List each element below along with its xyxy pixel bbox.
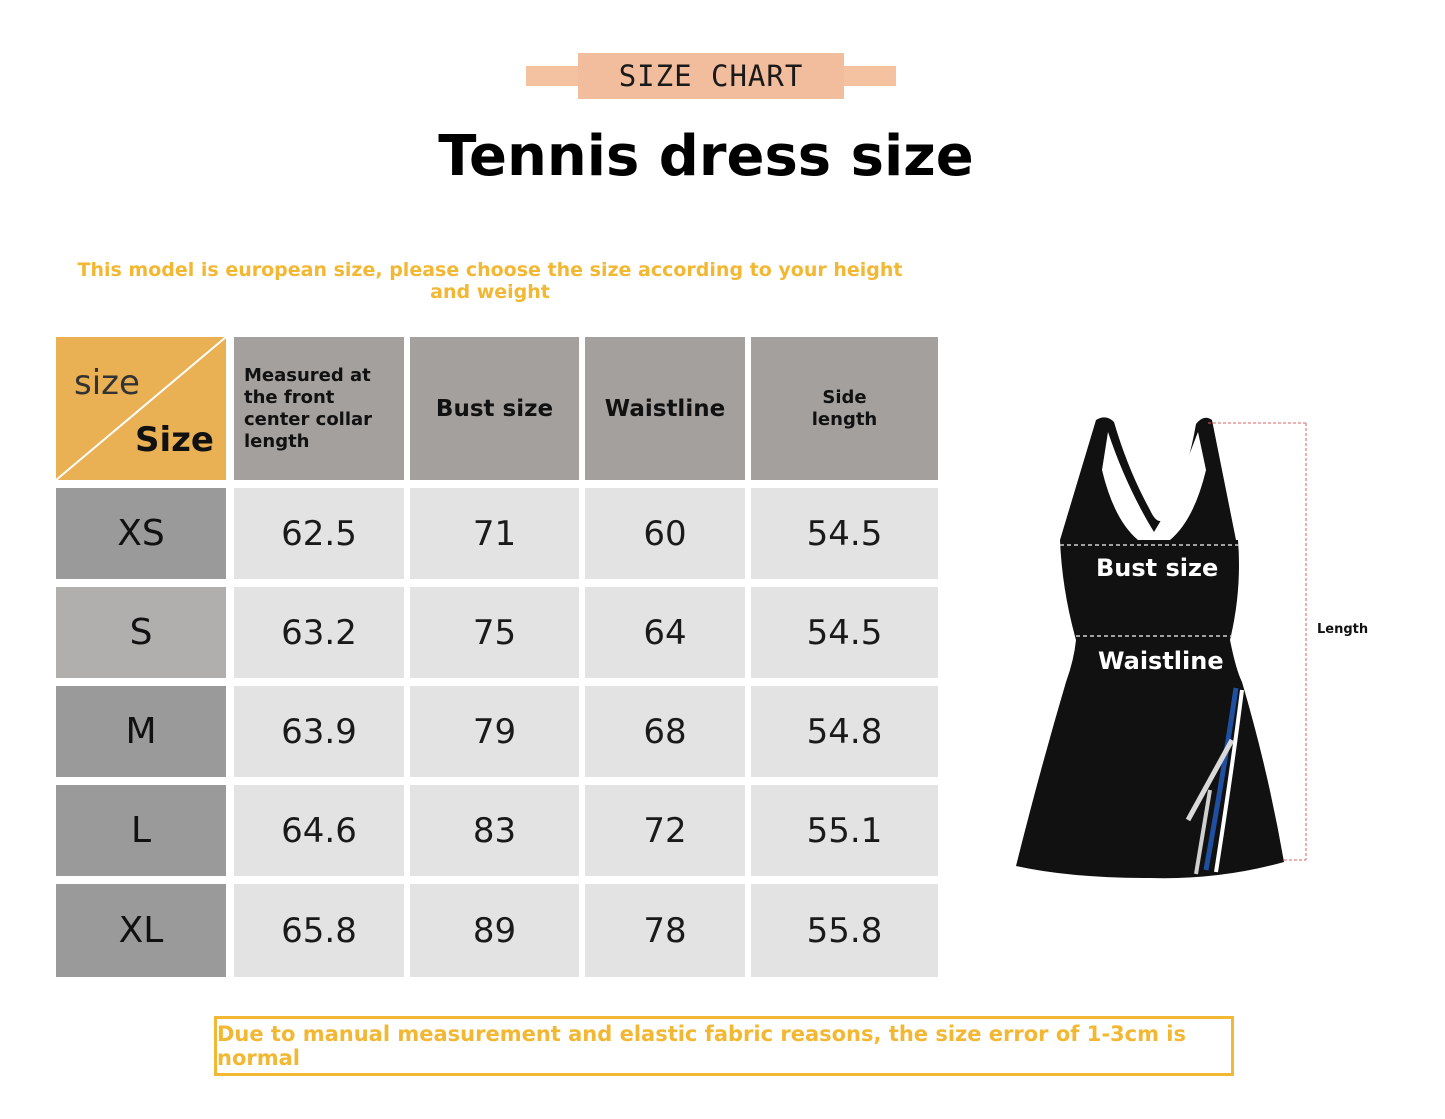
row-size-l: L (56, 785, 226, 876)
column-header-waist-label: Waistline (604, 395, 726, 422)
table-cell: 79 (410, 686, 579, 777)
table-cell: 89 (410, 884, 579, 977)
table-cell: 83 (410, 785, 579, 876)
table-cell: 64.6 (234, 785, 404, 876)
column-header-bust (410, 337, 579, 480)
dress-illustration (1010, 410, 1390, 890)
table-cell: 60 (585, 488, 745, 579)
table-cell: 54.8 (751, 686, 938, 777)
column-header-waist (585, 337, 745, 480)
table-cell: 65.8 (234, 884, 404, 977)
length-label: Length (1317, 622, 1369, 637)
measurement-note-text: Due to manual measurement and elastic fabric reasons, the size error of 1-3cm is normal (217, 1022, 1186, 1070)
column-header-bust-label: Bust size (435, 395, 554, 422)
table-cell: 54.5 (751, 587, 938, 678)
table-cell: 54.5 (751, 488, 938, 579)
waistline-label: Waistline (1098, 647, 1224, 675)
corner-label-Size: Size (135, 420, 214, 460)
row-size-s: S (56, 587, 226, 678)
table-cell: 78 (585, 884, 745, 977)
page-title: Tennis dress size (438, 124, 974, 189)
column-header-collar (234, 337, 404, 480)
table-cell: 68 (585, 686, 745, 777)
table-cell: 64 (585, 587, 745, 678)
corner-header (56, 337, 226, 480)
table-cell: 55.1 (751, 785, 938, 876)
row-size-xl: XL (56, 884, 226, 977)
table-cell: 75 (410, 587, 579, 678)
table-cell: 63.2 (234, 587, 404, 678)
column-header-side (751, 337, 938, 480)
table-cell: 63.9 (234, 686, 404, 777)
size-chart-banner: SIZE CHART (578, 53, 844, 99)
measurement-note (214, 1016, 1234, 1076)
row-size-m: M (56, 686, 226, 777)
table-cell: 72 (585, 785, 745, 876)
bust-size-label: Bust size (1096, 554, 1219, 582)
row-size-xs: XS (56, 488, 226, 579)
size-table (56, 337, 938, 977)
corner-label-size: size (74, 363, 140, 403)
column-header-side-label: Side length (811, 386, 878, 430)
table-cell: 55.8 (751, 884, 938, 977)
column-header-collar-label: Measured at the front center collar length (244, 364, 373, 452)
table-cell: 62.5 (234, 488, 404, 579)
size-notice: This model is european size, please choose the size according to your height and weight (77, 259, 903, 303)
table-cell: 71 (410, 488, 579, 579)
